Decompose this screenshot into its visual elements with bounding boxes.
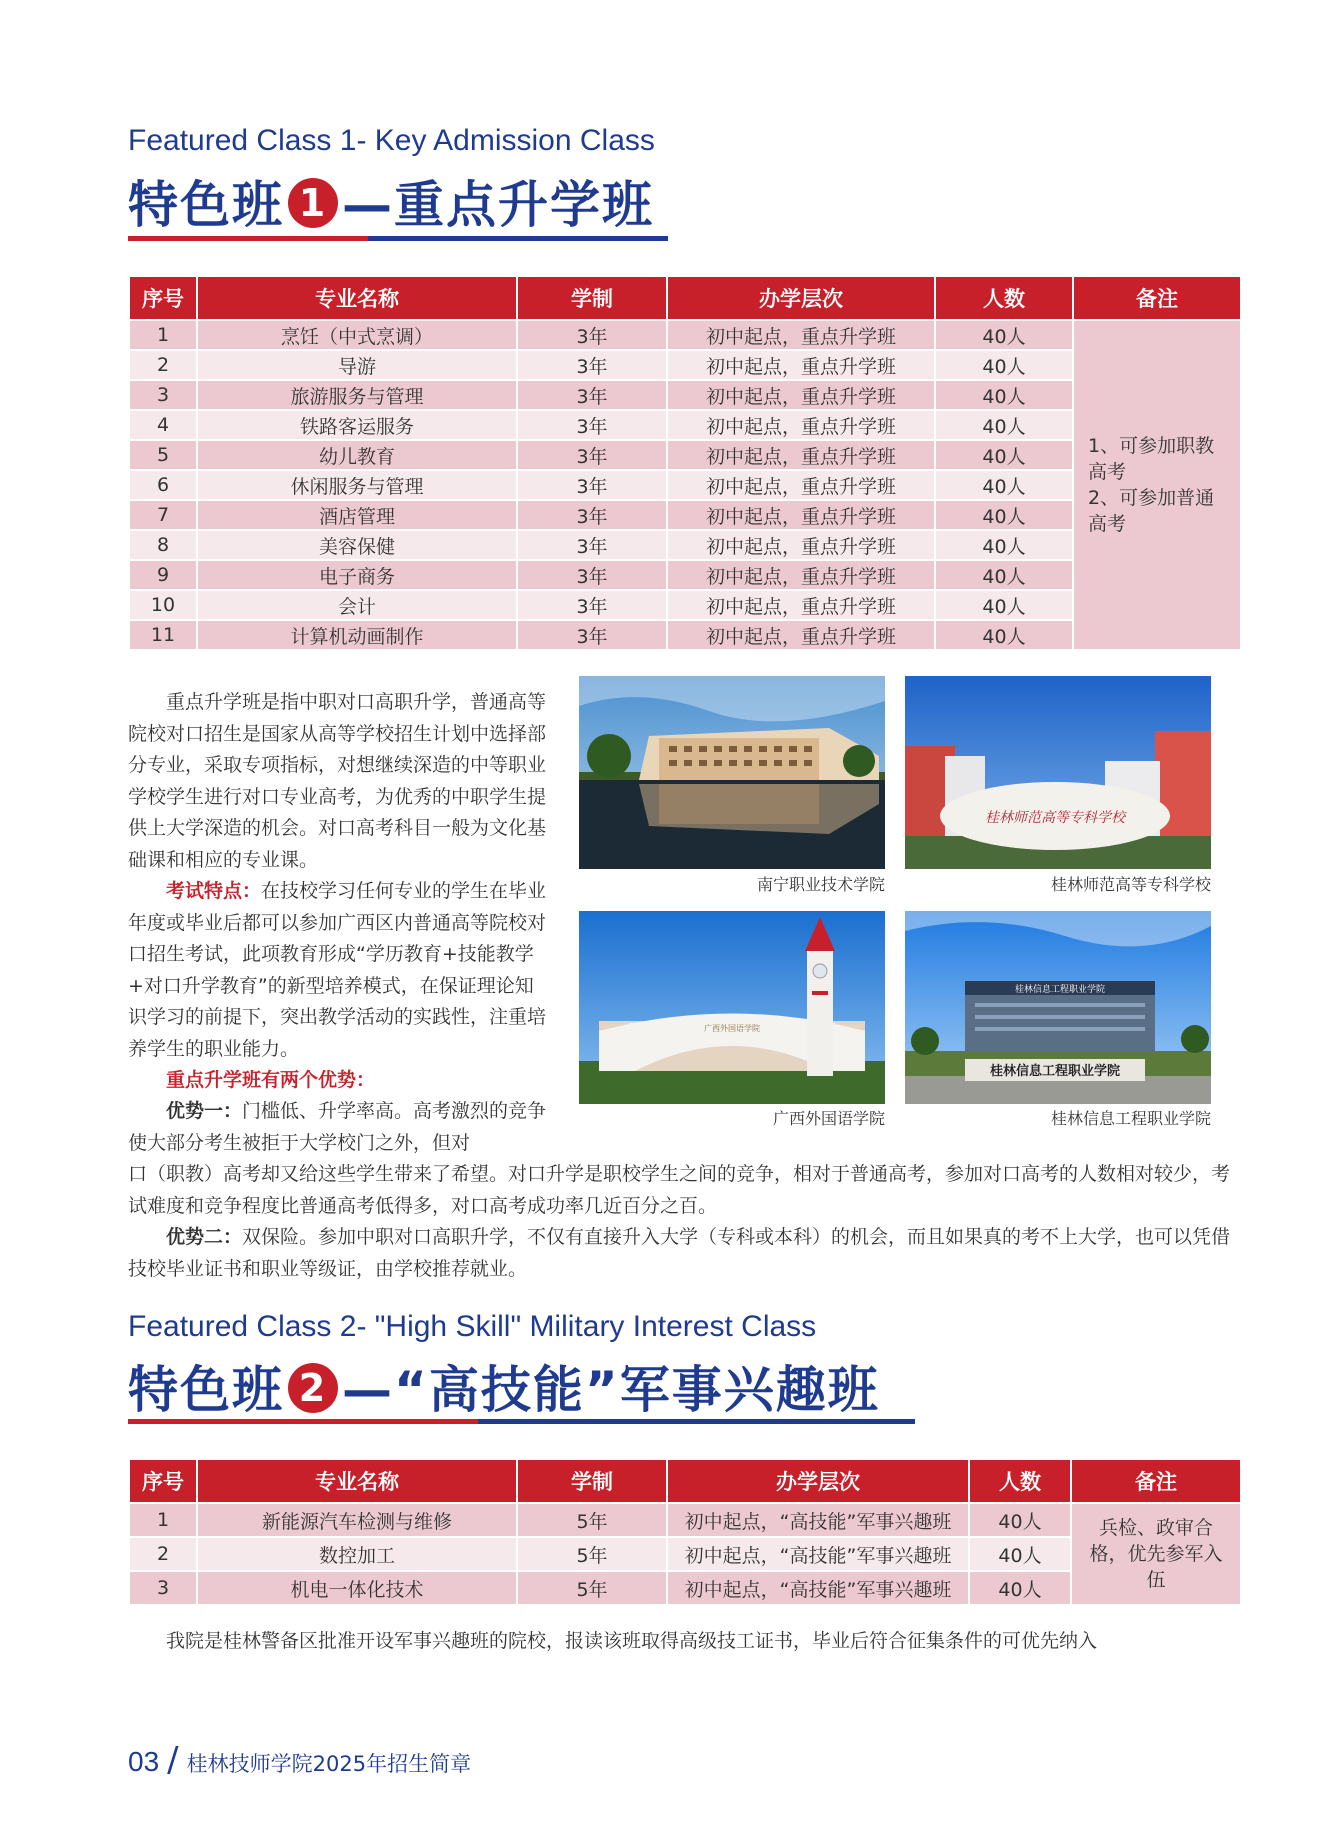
page-number: 03: [128, 1746, 160, 1777]
gate-sign: 广西外国语学院: [704, 1024, 760, 1033]
title-suffix: —重点升学班: [342, 176, 654, 234]
table-cell: 3年: [517, 620, 667, 650]
column-header: 备注: [1073, 276, 1241, 320]
table-cell: 3年: [517, 320, 667, 350]
table-cell: 3年: [517, 500, 667, 530]
table-cell: 7: [129, 500, 197, 530]
table-header-row: [129, 1459, 1241, 1503]
table-cell: 40人: [969, 1503, 1071, 1537]
table-cell: 40人: [935, 500, 1073, 530]
table-row: [129, 1503, 1241, 1537]
table-cell: 3年: [517, 560, 667, 590]
remarks-cell: 兵检、政审合格，优先参军入伍: [1071, 1503, 1241, 1605]
table-cell: 初中起点，重点升学班: [667, 530, 935, 560]
table-cell: 8: [129, 530, 197, 560]
section2-table: [128, 1458, 1242, 1606]
table-cell: 5年: [517, 1537, 667, 1571]
table-cell: 3: [129, 1571, 197, 1605]
table-cell: 机电一体化技术: [197, 1571, 517, 1605]
table-cell: 初中起点，重点升学班: [667, 590, 935, 620]
caption-guilin-normal-college: 桂林师范高等专科学校: [1050, 875, 1211, 894]
table-cell: 40人: [935, 350, 1073, 380]
table-cell: 40人: [935, 560, 1073, 590]
footer-slash-divider: /: [167, 1740, 179, 1780]
advantages-heading: 重点升学班有两个优势：: [166, 1069, 376, 1091]
paragraph-advantage-2: [128, 1222, 1240, 1285]
section1-table: [128, 275, 1242, 651]
section2-cn-title: [128, 1350, 880, 1422]
photo-nanning-college: [579, 676, 885, 869]
section2-en-title: Featured Class 2- "High Skill" Military Interest Class: [128, 1310, 817, 1343]
table-cell: 酒店管理: [197, 500, 517, 530]
table-cell: 初中起点，重点升学班: [667, 350, 935, 380]
advantage-1-label: 优势一：: [166, 1100, 243, 1122]
rock-inscription: 桂林师范高等专科学校: [985, 810, 1125, 826]
table-cell: 导游: [197, 350, 517, 380]
title-prefix: 特色班: [128, 176, 284, 234]
table-cell: 40人: [935, 440, 1073, 470]
page-footer: [128, 1740, 471, 1780]
table-cell: 1: [129, 320, 197, 350]
table-cell: 初中起点，“高技能”军事兴趣班: [667, 1503, 969, 1537]
body-text-column: [128, 687, 548, 1097]
table-cell: 3: [129, 380, 197, 410]
advantage-1-text-part1: 门槛低、升学率高。高考激烈的竞争使大部分考生被拒于大学校门之外，但对: [128, 1100, 547, 1154]
caption-nanning-college: 南宁职业技术学院: [756, 875, 885, 894]
table-cell: 烹饪（中式烹调）: [197, 320, 517, 350]
table-cell: 初中起点，重点升学班: [667, 620, 935, 650]
remarks-cell: [1073, 320, 1241, 650]
gate-stone-sign: 桂林信息工程职业学院: [989, 1064, 1121, 1079]
exam-features-label: 考试特点：: [166, 880, 262, 902]
table-cell: 3年: [517, 590, 667, 620]
column-header: 专业名称: [197, 276, 517, 320]
column-header: 专业名称: [197, 1459, 517, 1503]
paragraph-exam-features: [128, 876, 548, 1065]
building-sign: 桂林信息工程职业学院: [1014, 985, 1106, 995]
advantage-2-label: 优势二：: [166, 1226, 243, 1248]
remark-line: 1、可参加职教高考: [1088, 435, 1215, 483]
table-cell: 40人: [935, 470, 1073, 500]
table-cell: 初中起点，重点升学班: [667, 470, 935, 500]
table-cell: 休闲服务与管理: [197, 470, 517, 500]
table-cell: 3年: [517, 530, 667, 560]
table-cell: 6: [129, 470, 197, 500]
table-cell: 1: [129, 1503, 197, 1537]
closing-text: [128, 1626, 1240, 1658]
paragraph-advantage-1-cont: [128, 1159, 1240, 1222]
table-cell: 初中起点，“高技能”军事兴趣班: [667, 1571, 969, 1605]
photo-guilin-normal-college: [905, 676, 1211, 869]
table-header-row: [129, 276, 1241, 320]
remark-line: 2、可参加普通高考: [1088, 487, 1215, 535]
title-prefix: 特色班: [128, 1361, 284, 1419]
paragraph-intro: 重点升学班是指中职对口高职升学，普通高等院校对口招生是国家从高等学校招生计划中选择部分专业，采取专项指标，对想继续深造的中等职业学校学生进行对口专业高考，为优秀的中职学生提供上大学深造的机会。对口高考科目一般为文化基础课和相应的专业课。: [128, 691, 547, 871]
section1-en-title: Featured Class 1- Key Admission Class: [128, 124, 655, 157]
column-header: 备注: [1071, 1459, 1241, 1503]
table-cell: 40人: [935, 320, 1073, 350]
table-cell: 10: [129, 590, 197, 620]
table-cell: 美容保健: [197, 530, 517, 560]
table-cell: 数控加工: [197, 1537, 517, 1571]
table-cell: 9: [129, 560, 197, 590]
table-cell: 3年: [517, 350, 667, 380]
column-header: 人数: [935, 276, 1073, 320]
table-cell: 3年: [517, 470, 667, 500]
table-cell: 初中起点，重点升学班: [667, 500, 935, 530]
column-header: 人数: [969, 1459, 1071, 1503]
footer-title: 桂林技师学院2025年招生简章: [186, 1752, 472, 1776]
advantage-1-text-part2: 口（职教）高考却又给这些学生带来了希望。对口升学是职校学生之间的竞争，相对于普通高考，参加对口高考的人数相对较少，考试难度和竞争程度比普通高考低得多，对口高考成功率几近百分之百。: [128, 1163, 1231, 1217]
section1-cn-title: [128, 165, 654, 237]
column-header: 办学层次: [667, 276, 935, 320]
table-cell: 初中起点，重点升学班: [667, 560, 935, 590]
section2-title-rule: [128, 1419, 915, 1424]
table-cell: 5: [129, 440, 197, 470]
table-cell: 3年: [517, 410, 667, 440]
table-cell: 40人: [935, 410, 1073, 440]
table-cell: 初中起点，“高技能”军事兴趣班: [667, 1537, 969, 1571]
title-number-badge: 1: [288, 178, 338, 228]
table-cell: 40人: [935, 380, 1073, 410]
table-cell: 旅游服务与管理: [197, 380, 517, 410]
column-header: 学制: [517, 1459, 667, 1503]
table-cell: 新能源汽车检测与维修: [197, 1503, 517, 1537]
table-cell: 2: [129, 350, 197, 380]
table-cell: 5年: [517, 1571, 667, 1605]
title-number-badge: 2: [288, 1363, 338, 1413]
column-header: 办学层次: [667, 1459, 969, 1503]
table-cell: 初中起点，重点升学班: [667, 440, 935, 470]
paragraph-advantage-1: [128, 1096, 548, 1159]
photo-guilin-info-eng-college: [905, 911, 1211, 1104]
table-cell: 5年: [517, 1503, 667, 1537]
table-cell: 电子商务: [197, 560, 517, 590]
table-cell: 2: [129, 1537, 197, 1571]
column-header: 序号: [129, 276, 197, 320]
advantage-2-text: 双保险。参加中职对口高职升学，不仅有直接升入大学（专科或本科）的机会，而且如果真的考不上大学，也可以凭借技校毕业证书和职业等级证，由学校推荐就业。: [128, 1226, 1231, 1280]
table-cell: 铁路客运服务: [197, 410, 517, 440]
title-suffix: —“高技能”军事兴趣班: [342, 1361, 880, 1419]
table-cell: 3年: [517, 440, 667, 470]
caption-guilin-info-eng-college: 桂林信息工程职业学院: [1050, 1109, 1211, 1128]
section1-title-rule: [128, 236, 668, 241]
table-cell: 幼儿教育: [197, 440, 517, 470]
table-cell: 初中起点，重点升学班: [667, 380, 935, 410]
table-cell: 3年: [517, 380, 667, 410]
column-header: 序号: [129, 1459, 197, 1503]
caption-guangxi-foreign-languages: 广西外国语学院: [772, 1109, 885, 1128]
table-row: [129, 320, 1241, 350]
table-cell: 40人: [935, 530, 1073, 560]
photo-guangxi-foreign-languages: [579, 911, 885, 1104]
table-cell: 初中起点，重点升学班: [667, 410, 935, 440]
table-cell: 4: [129, 410, 197, 440]
table-cell: 计算机动画制作: [197, 620, 517, 650]
table-cell: 40人: [935, 620, 1073, 650]
table-cell: 11: [129, 620, 197, 650]
table-cell: 40人: [935, 590, 1073, 620]
column-header: 学制: [517, 276, 667, 320]
table-cell: 会计: [197, 590, 517, 620]
table-cell: 初中起点，重点升学班: [667, 320, 935, 350]
table-cell: 40人: [969, 1537, 1071, 1571]
paragraph-closing: 我院是桂林警备区批准开设军事兴趣班的院校，报读该班取得高级技工证书，毕业后符合征集条件的可优先纳入: [166, 1630, 1098, 1652]
table-cell: 40人: [969, 1571, 1071, 1605]
exam-features-text: 在技校学习任何专业的学生在毕业年度或毕业后都可以参加广西区内普通高等院校对口招生考试，此项教育形成“学历教育+技能教学+对口升学教育”的新型培养模式，在保证理论知识学习的前提下，突出教学活动的实践性，注重培养学生的职业能力。: [128, 880, 547, 1060]
